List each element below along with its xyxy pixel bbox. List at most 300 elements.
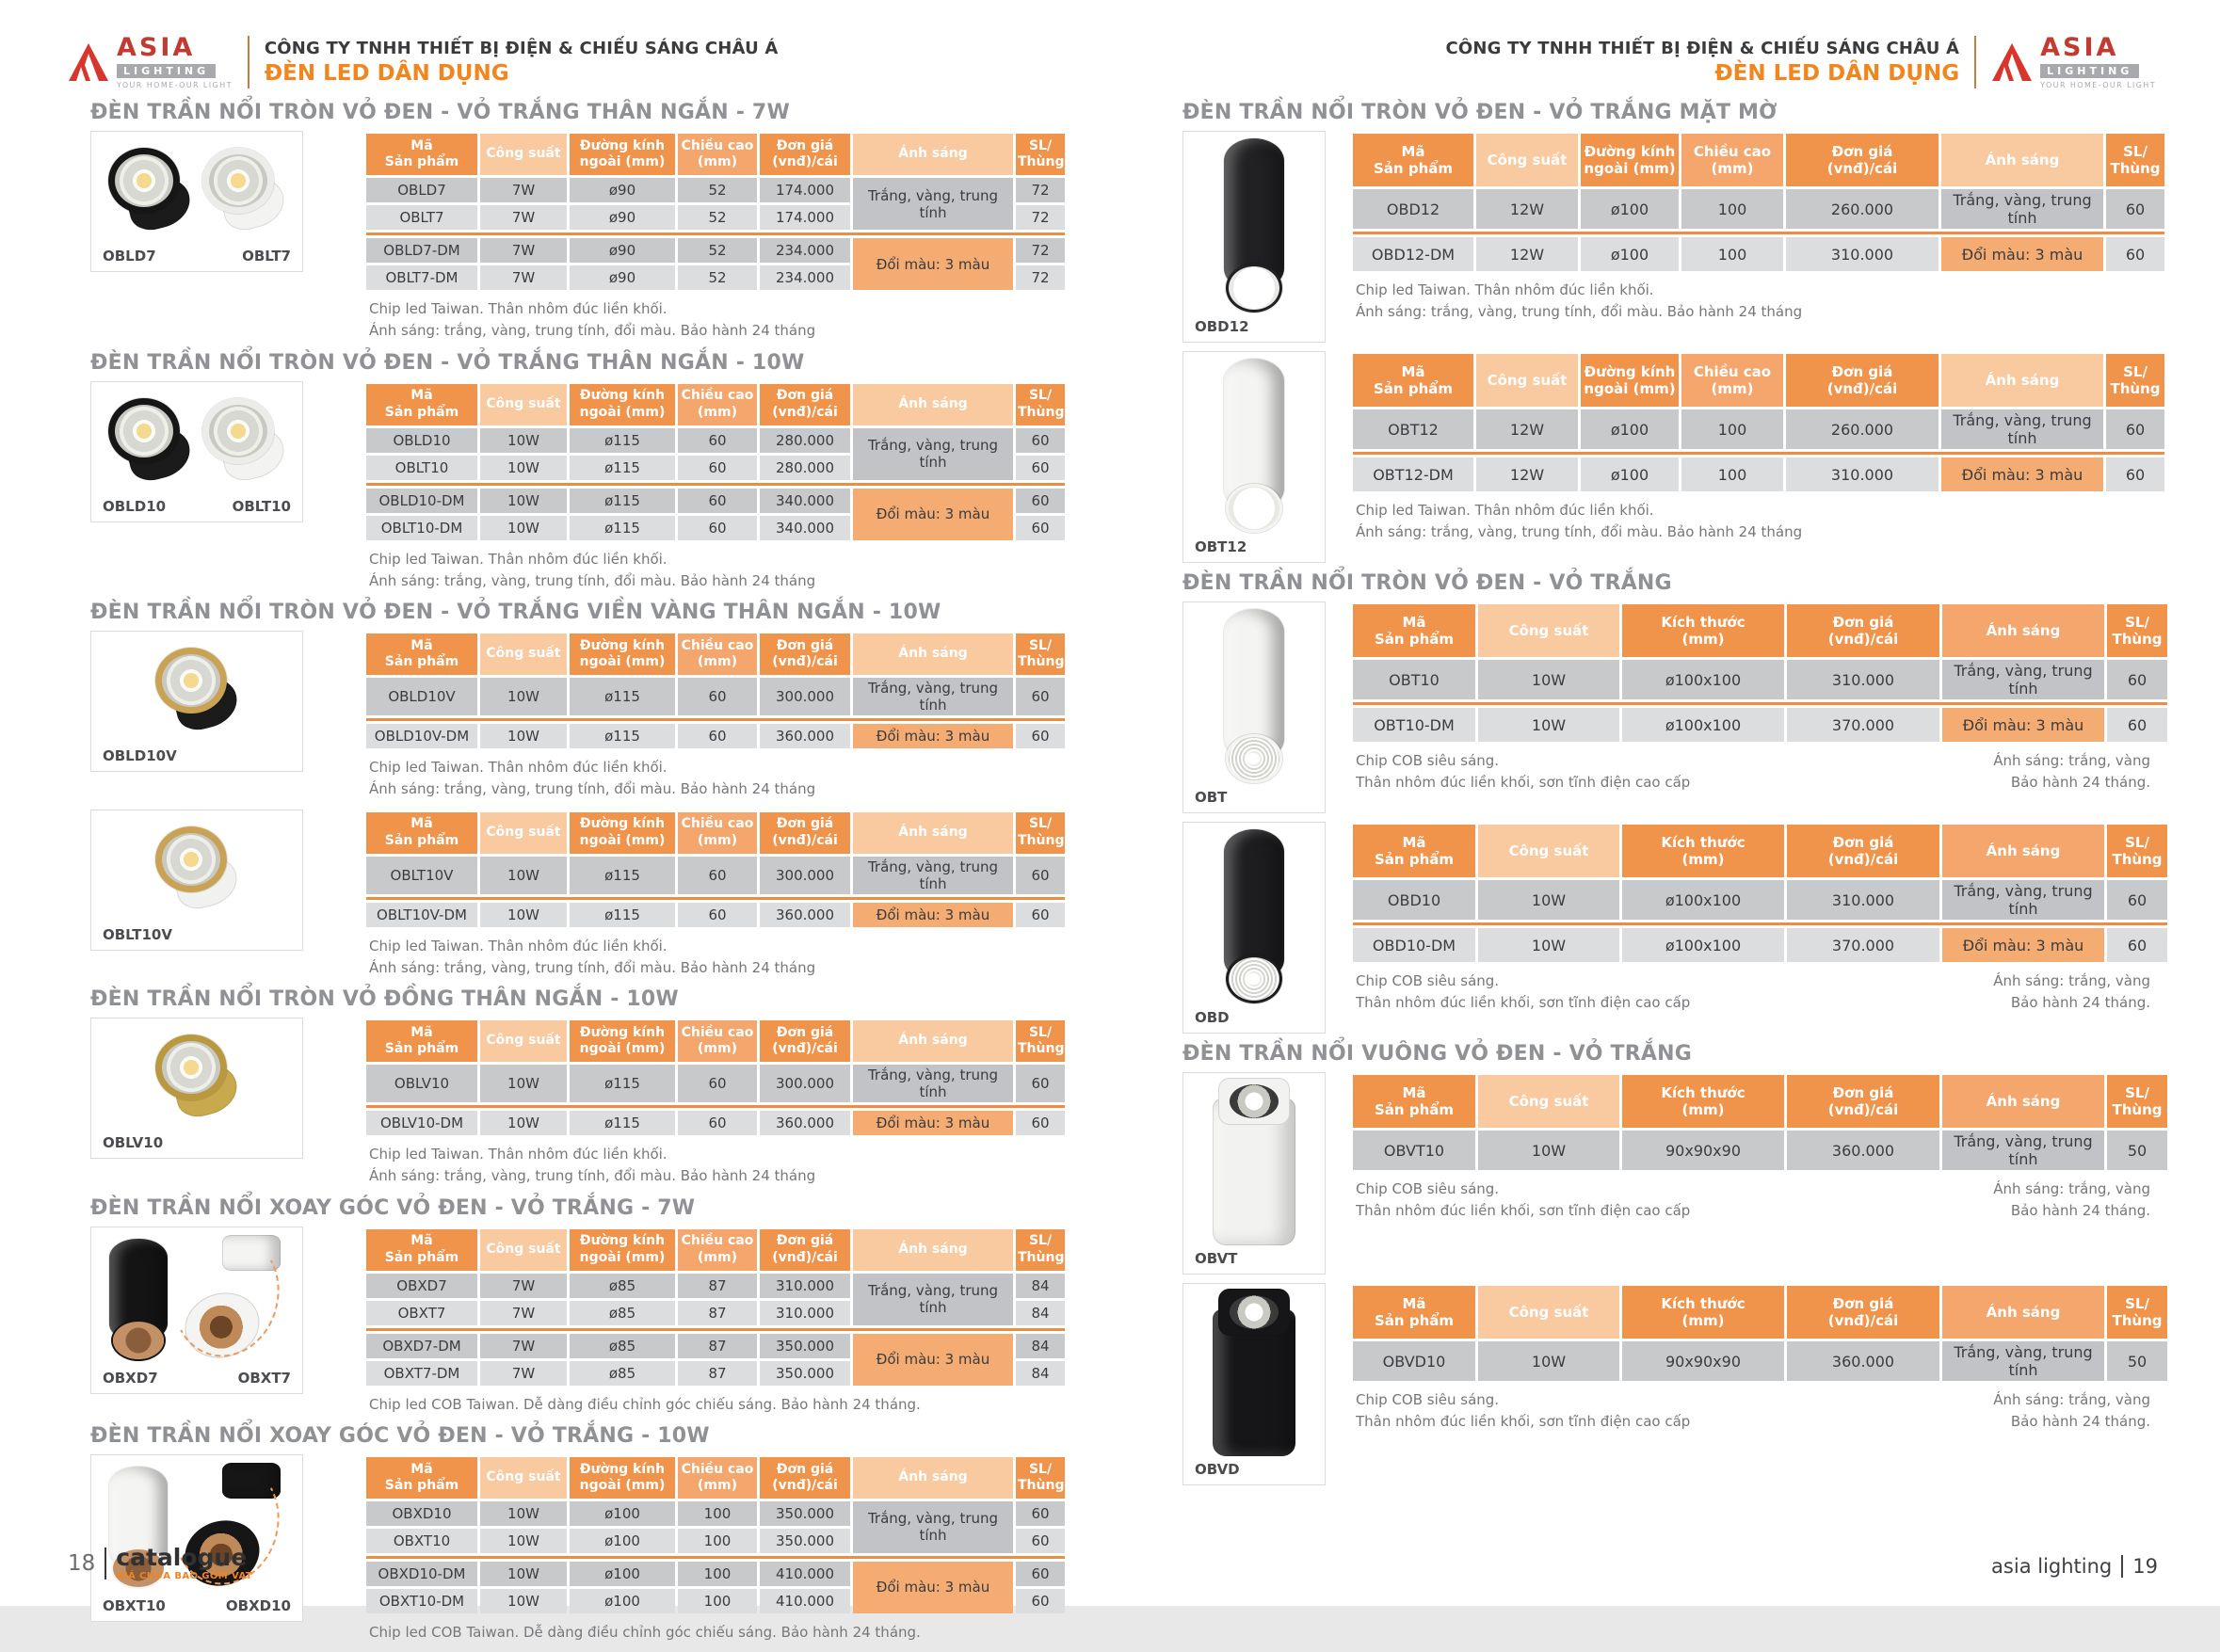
table-cell: 100 (1681, 409, 1783, 449)
product-label: OBLV10 (103, 1134, 164, 1151)
brand-name: ASIA (2040, 33, 2119, 62)
column-header: Kích thước (mm) (1622, 604, 1784, 657)
product-image-box (1182, 131, 1326, 343)
obxt7-product-image (177, 1233, 288, 1365)
column-header: Ánh sáng (1941, 134, 2103, 186)
light-cell: Đổi màu: 3 màu (1941, 237, 2103, 271)
product-code-cell: OBLV10 (366, 1065, 477, 1102)
table-cell: 52 (678, 238, 757, 263)
table-cell: 72 (1016, 265, 1065, 290)
column-header: Kích thước (mm) (1622, 825, 1784, 877)
oblv10-product-image (153, 1035, 240, 1119)
table-cell: 60 (2107, 928, 2167, 962)
column-header: Công suất (480, 634, 567, 675)
product-notes: Chip COB siêu sáng. Thân nhôm đúc liền khối, sơn tĩnh điện cao cấp (1356, 752, 1691, 792)
logo-text (117, 35, 233, 89)
product-code-cell: OBXD10 (366, 1501, 477, 1526)
oblt10-product-image (201, 398, 287, 483)
table-cell: 100 (678, 1501, 757, 1526)
product-labels (103, 1134, 291, 1151)
column-header: Mã Sản phẩm (1353, 1075, 1475, 1128)
brand-tagline: YOUR HOME-OUR LIGHT (2040, 81, 2156, 89)
column-header: SL/ Thùng (1016, 1229, 1065, 1271)
table-cell: 410.000 (760, 1562, 850, 1586)
table-cell: 310.000 (1786, 237, 1938, 271)
section-mat-mo (1182, 101, 2161, 563)
table-cell: 174.000 (760, 178, 850, 202)
product-code-cell: OBT12-DM (1353, 457, 1473, 491)
product-code-cell: OBT10-DM (1353, 708, 1475, 742)
light-cell: Trắng, vàng, trung tính (1942, 660, 2104, 699)
product-image-box (1182, 351, 1326, 563)
table-cell: 310.000 (1786, 457, 1938, 491)
table-cell: 234.000 (760, 238, 850, 263)
column-header: Chiều cao (mm) (678, 812, 757, 854)
column-header: Công suất (1476, 354, 1578, 407)
table-cell: 360.000 (760, 1111, 850, 1135)
table-cell: ø85 (570, 1301, 675, 1325)
product-image-box (1182, 1072, 1326, 1275)
table-cell: 100 (678, 1529, 757, 1553)
table-cell: 60 (1016, 1501, 1065, 1526)
column-header: Mã Sản phẩm (366, 634, 477, 675)
table-cell: ø115 (570, 456, 675, 480)
table-cell: 10W (480, 903, 567, 927)
section-title: ĐÈN TRẦN NỔI TRÒN VỎ ĐEN - VỎ TRẮNG MẶT MỜ (1182, 101, 1778, 124)
column-header: Đơn giá (vnđ)/cái (760, 634, 850, 675)
light-cell: Trắng, vàng, trung tính (853, 678, 1013, 715)
product-code-cell: OBD12 (1353, 189, 1473, 229)
divider-line (1353, 702, 2167, 705)
column-header: Mã Sản phẩm (366, 1457, 477, 1499)
table-cell: 12W (1476, 189, 1578, 229)
table-cell: ø100x100 (1622, 880, 1784, 920)
section-title: ĐÈN TRẦN NỔI XOAY GÓC VỎ ĐEN - VỎ TRẮNG - 7W (90, 1195, 696, 1220)
column-header: Đơn giá (vnđ)/cái (760, 384, 850, 425)
table-cell: 360.000 (760, 903, 850, 927)
table-cell: 12W (1476, 457, 1578, 491)
brand-name: ASIA (117, 33, 196, 62)
obd-product-image (1215, 829, 1294, 1003)
column-header: Đơn giá (vnđ)/cái (760, 1020, 850, 1062)
table-cell: 10W (480, 678, 567, 715)
product-code-cell: OBVT10 (1353, 1131, 1475, 1170)
table-cell: ø85 (570, 1334, 675, 1358)
table-cell: 300.000 (760, 857, 850, 894)
table-cell: 72 (1016, 238, 1065, 263)
column-header: Đường kính ngoài (mm) (570, 634, 675, 675)
company-name: CÔNG TY TNHH THIẾT BỊ ĐIỆN & CHIẾU SÁNG CHÂU Á (264, 39, 779, 58)
product-code-cell: OBT12 (1353, 409, 1473, 449)
column-header: Đơn giá (vnđ)/cái (1787, 604, 1939, 657)
asia-logo-icon (1991, 42, 2033, 82)
column-header: Đơn giá (vnđ)/cái (1787, 1075, 1939, 1128)
product-notes-right: Ánh sáng: trắng, vàng Bảo hành 24 tháng. (1993, 972, 2150, 1012)
table-cell: 10W (1478, 1131, 1619, 1170)
table-cell: ø115 (570, 678, 675, 715)
column-header: Chiều cao (mm) (1681, 134, 1783, 186)
product-code-cell: OBLT7 (366, 205, 477, 230)
section-7w-than-ngan (90, 101, 1065, 343)
divider-line (1353, 922, 2167, 925)
column-header: SL/ Thùng (1016, 384, 1065, 425)
column-header: Công suất (1478, 1286, 1619, 1339)
product-label: OBT12 (1195, 538, 1247, 555)
column-header: Ánh sáng (1941, 354, 2103, 407)
column-header: Công suất (480, 812, 567, 854)
product-label: OBLT10 (232, 497, 291, 515)
catalogue-label: catalogue (116, 1544, 248, 1571)
table-cell: 87 (678, 1301, 757, 1325)
spec-table (363, 1454, 1068, 1616)
table-cell: 360.000 (760, 724, 850, 748)
column-header: SL/ Thùng (1016, 812, 1065, 854)
table-cell: ø115 (570, 724, 675, 748)
product-code-cell: OBLD10-DM (366, 489, 477, 513)
table-cell: ø85 (570, 1361, 675, 1386)
section-title: ĐÈN TRẦN NỔI VUÔNG VỎ ĐEN - VỎ TRẮNG (1182, 1042, 1693, 1066)
section-title: ĐÈN TRẦN NỔI TRÒN VỎ ĐEN - VỎ TRẮNG THÂN NGẮN - 7W (90, 101, 790, 124)
table-cell: 52 (678, 178, 757, 202)
table-cell: ø100 (1581, 189, 1679, 229)
column-header: SL/ Thùng (1016, 1457, 1065, 1499)
table-cell: 90x90x90 (1622, 1131, 1784, 1170)
divider-line (366, 1328, 1065, 1331)
column-header: Đơn giá (vnđ)/cái (1786, 134, 1938, 186)
product-visuals (99, 137, 295, 243)
table-cell: 10W (480, 1562, 567, 1586)
obld10v-product-image (153, 648, 240, 732)
page-number-right: 19 (2132, 1555, 2158, 1578)
product-image-box (90, 1227, 303, 1394)
spec-table (1350, 351, 2167, 494)
category-title: ĐÈN LED DÂN DỤNG (264, 61, 509, 86)
section-10w-than-ngan (90, 350, 1065, 593)
column-header: Chiều cao (mm) (678, 1229, 757, 1271)
column-header: Đường kính ngoài (mm) (570, 1229, 675, 1271)
table-cell: 234.000 (760, 265, 850, 290)
table-cell: 60 (1016, 1589, 1065, 1613)
product-code-cell: OBLT7-DM (366, 265, 477, 290)
table-cell: 100 (678, 1589, 757, 1613)
obt-product-image (1215, 609, 1294, 783)
product-label: OBD (1195, 1009, 1230, 1026)
column-header: Ánh sáng (1942, 1286, 2104, 1339)
column-header: Đơn giá (vnđ)/cái (760, 812, 850, 854)
column-header: Đường kính ngoài (mm) (570, 812, 675, 854)
product-image-box (90, 131, 303, 272)
product-code-cell: OBD10-DM (1353, 928, 1475, 962)
header-text (1445, 39, 1959, 86)
table-cell: 350.000 (760, 1334, 850, 1358)
product-labels (103, 498, 291, 515)
product-visuals (1191, 828, 1317, 1004)
table-cell: ø115 (570, 903, 675, 927)
section-vo-dong-10w (90, 987, 1065, 1188)
column-header: Mã Sản phẩm (1353, 825, 1475, 877)
product-visuals (99, 816, 295, 922)
product-visuals (99, 1233, 295, 1365)
product-code-cell: OBXT7 (366, 1301, 477, 1325)
light-cell: Trắng, vàng, trung tính (853, 428, 1013, 480)
table-cell: 60 (1016, 724, 1065, 748)
oblt7-product-image (201, 148, 287, 233)
product-visuals (1191, 1290, 1317, 1456)
section-title: ĐÈN TRẦN NỔI XOAY GÓC VỎ ĐEN - VỎ TRẮNG - 10W (90, 1423, 710, 1448)
product-notes: Chip led Taiwan. Thân nhôm đúc liền khối. Ánh sáng: trắng, vàng, trung tính, đổi màu. Bảo hành 24 tháng (369, 759, 816, 798)
table-cell: 100 (1681, 457, 1783, 491)
divider-line (366, 1556, 1065, 1559)
table-cell: 87 (678, 1274, 757, 1298)
product-code-cell: OBXT7-DM (366, 1361, 477, 1386)
table-cell: 72 (1016, 205, 1065, 230)
light-cell: Trắng, vàng, trung tính (853, 1501, 1013, 1553)
table-cell: ø100 (1581, 237, 1679, 271)
table-cell: 340.000 (760, 516, 850, 540)
brand-sub: LIGHTING (2040, 64, 2139, 78)
table-cell: 60 (1016, 1529, 1065, 1553)
column-header: Ánh sáng (853, 134, 1013, 175)
table-cell: ø100x100 (1622, 660, 1784, 699)
column-header: Ánh sáng (1942, 604, 2104, 657)
product-labels (1195, 538, 1313, 555)
product-visuals (99, 637, 295, 743)
product-notes: Chip led COB Taiwan. Dễ dàng điều chỉnh góc chiếu sáng. Bảo hành 24 tháng. (369, 1623, 921, 1641)
spec-table (1350, 1283, 2170, 1384)
table-cell: 84 (1016, 1334, 1065, 1358)
table-cell: 100 (1681, 189, 1783, 229)
column-header: SL/ Thùng (2107, 1286, 2167, 1339)
asia-logo-icon (68, 42, 109, 82)
column-header: Ánh sáng (1942, 825, 2104, 877)
product-label: OBLT7 (242, 248, 291, 265)
product-code-cell: OBXD7 (366, 1274, 477, 1298)
table-cell: 7W (480, 1301, 567, 1325)
product-notes: Chip COB siêu sáng. Thân nhôm đúc liền khối, sơn tĩnh điện cao cấp (1356, 1180, 1691, 1220)
table-cell: 10W (480, 456, 567, 480)
product-code-cell: OBXD7-DM (366, 1334, 477, 1358)
light-cell: Đổi màu: 3 màu (1941, 457, 2103, 491)
footer-left (68, 1546, 252, 1581)
product-image-box (1182, 1283, 1326, 1485)
section-title: ĐÈN TRẦN NỔI TRÒN VỎ ĐEN - VỎ TRẮNG THÂN NGẮN - 10W (90, 350, 805, 375)
light-cell: Trắng, vàng, trung tính (1942, 1131, 2104, 1170)
page-number-left: 18 (68, 1551, 96, 1576)
light-cell: Đổi màu: 3 màu (853, 1562, 1013, 1613)
table-cell: ø100 (570, 1562, 675, 1586)
table-cell: 60 (1016, 516, 1065, 540)
spec-table (363, 810, 1068, 930)
table-cell: ø115 (570, 857, 675, 894)
table-cell: ø100x100 (1622, 708, 1784, 742)
light-cell: Trắng, vàng, trung tính (853, 857, 1013, 894)
light-cell: Trắng, vàng, trung tính (1942, 880, 2104, 920)
table-cell: 60 (678, 456, 757, 480)
column-header: Mã Sản phẩm (1353, 354, 1473, 407)
column-header: Đơn giá (vnđ)/cái (760, 134, 850, 175)
product-label: OBXT10 (103, 1596, 166, 1614)
light-cell: Đổi màu: 3 màu (853, 724, 1013, 748)
table-cell: 100 (678, 1562, 757, 1586)
table-cell: ø100 (1581, 409, 1679, 449)
table-cell: 60 (1016, 1111, 1065, 1135)
logo-text (2040, 35, 2156, 89)
table-cell: ø90 (570, 178, 675, 202)
section-title: ĐÈN TRẦN NỔI TRÒN VỎ ĐỒNG THÂN NGẮN - 10W (90, 987, 679, 1011)
column-header: Mã Sản phẩm (366, 812, 477, 854)
product-label: OBXT7 (237, 1369, 291, 1387)
header-divider (248, 36, 249, 88)
table-cell: 174.000 (760, 205, 850, 230)
table-cell: 60 (678, 428, 757, 453)
column-header: Đường kính ngoài (mm) (570, 384, 675, 425)
column-header: Mã Sản phẩm (366, 134, 477, 175)
table-cell: 10W (1478, 1341, 1619, 1381)
table-cell: 310.000 (760, 1274, 850, 1298)
product-code-cell: OBLD7 (366, 178, 477, 202)
column-header: Ánh sáng (853, 812, 1013, 854)
column-header: Công suất (480, 384, 567, 425)
product-notes: Chip COB siêu sáng. Thân nhôm đúc liền khối, sơn tĩnh điện cao cấp (1356, 972, 1691, 1012)
section-title: ĐÈN TRẦN NỔI TRÒN VỎ ĐEN - VỎ TRẮNG VIỀN VÀNG THÂN NGẮN - 10W (90, 601, 941, 624)
product-code-cell: OBXT10 (366, 1529, 477, 1553)
table-cell: 60 (678, 724, 757, 748)
product-code-cell: OBLT10 (366, 456, 477, 480)
column-header: Công suất (1478, 604, 1619, 657)
column-header: Chiều cao (mm) (1681, 354, 1783, 407)
light-cell: Đổi màu: 3 màu (1942, 928, 2104, 962)
table-cell: 84 (1016, 1361, 1065, 1386)
table-cell: 370.000 (1787, 708, 1939, 742)
column-header: SL/ Thùng (1016, 134, 1065, 175)
product-labels (103, 926, 291, 943)
table-cell: 260.000 (1786, 189, 1938, 229)
table-cell: 360.000 (1787, 1341, 1939, 1381)
table-cell: ø115 (570, 516, 675, 540)
table-cell: 60 (2106, 457, 2164, 491)
table-cell: 280.000 (760, 456, 850, 480)
table-cell: 300.000 (760, 1065, 850, 1102)
divider-line (1353, 452, 2164, 455)
light-cell: Đổi màu: 3 màu (853, 1334, 1013, 1386)
product-image-box (90, 810, 303, 951)
obvd-product-image (1209, 1289, 1299, 1458)
product-image-box (1182, 822, 1326, 1034)
product-code-cell: OBLT10V (366, 857, 477, 894)
product-label: OBVT (1195, 1250, 1238, 1267)
product-notes: Chip led COB Taiwan. Dễ dàng điều chỉnh góc chiếu sáng. Bảo hành 24 tháng. (369, 1395, 921, 1413)
column-header: Đường kính ngoài (mm) (570, 1457, 675, 1499)
obvt-product-image (1209, 1078, 1299, 1247)
table-cell: 60 (2106, 189, 2164, 229)
product-code-cell: OBLV10-DM (366, 1111, 477, 1135)
table-cell: 310.000 (760, 1301, 850, 1325)
product-labels (103, 248, 291, 265)
column-header: Chiều cao (mm) (678, 134, 757, 175)
section-tron-vo-den-trang (1182, 571, 2163, 1034)
column-header: SL/ Thùng (2106, 134, 2164, 186)
table-cell: 50 (2107, 1131, 2167, 1170)
column-header: Đơn giá (vnđ)/cái (760, 1229, 850, 1271)
table-cell: 10W (480, 1111, 567, 1135)
obd12-product-image (1215, 138, 1294, 313)
product-image-box (90, 1018, 303, 1159)
spec-table (363, 1018, 1068, 1138)
table-cell: 10W (480, 1501, 567, 1526)
column-header: Đường kính ngoài (mm) (570, 1020, 675, 1062)
product-image-box (90, 1454, 303, 1622)
table-cell: ø90 (570, 205, 675, 230)
table-cell: ø90 (570, 238, 675, 263)
spec-table (1350, 1072, 2170, 1173)
light-cell: Đổi màu: 3 màu (853, 1111, 1013, 1135)
table-cell: 10W (480, 489, 567, 513)
product-image-box (90, 631, 303, 772)
product-code-cell: OBLT10-DM (366, 516, 477, 540)
product-code-cell: OBLD10V-DM (366, 724, 477, 748)
table-cell: 10W (480, 724, 567, 748)
table-cell: 10W (480, 1065, 567, 1102)
header-text (265, 39, 779, 86)
product-labels (1195, 318, 1313, 335)
page-header-right (1182, 32, 2156, 92)
light-cell: Trắng, vàng, trung tính (1942, 1341, 2104, 1381)
table-cell: 90x90x90 (1622, 1341, 1784, 1381)
light-cell: Đổi màu: 3 màu (853, 489, 1013, 540)
product-visuals (1191, 608, 1317, 784)
header-divider (1974, 36, 1976, 88)
column-header: Công suất (480, 1457, 567, 1499)
table-cell: 60 (678, 489, 757, 513)
divider-line (366, 233, 1065, 235)
table-cell: 10W (480, 428, 567, 453)
table-cell: 7W (480, 205, 567, 230)
table-cell: 60 (2107, 708, 2167, 742)
column-header: Mã Sản phẩm (1353, 1286, 1475, 1339)
column-header: Đơn giá (vnđ)/cái (1787, 1286, 1939, 1339)
footer-divider (2121, 1555, 2123, 1578)
product-labels (1195, 1250, 1313, 1267)
product-visuals (99, 388, 295, 493)
column-header: Đường kính ngoài (mm) (570, 134, 675, 175)
column-header: Đơn giá (vnđ)/cái (1786, 354, 1938, 407)
asia-lighting-logo (68, 35, 233, 89)
table-cell: 7W (480, 265, 567, 290)
product-labels (103, 1597, 291, 1614)
product-image-box (90, 381, 303, 522)
product-notes-right: Ánh sáng: trắng, vàng Bảo hành 24 tháng. (1993, 1180, 2150, 1220)
product-notes: Chip led Taiwan. Thân nhôm đúc liền khối. Ánh sáng: trắng, vàng, trung tính, đổi màu. Bảo hành 24 tháng (369, 550, 816, 589)
product-code-cell: OBT10 (1353, 660, 1475, 699)
table-cell: 60 (1016, 489, 1065, 513)
table-cell: 60 (678, 1111, 757, 1135)
table-cell: 7W (480, 1361, 567, 1386)
product-label: OBXD10 (225, 1596, 291, 1614)
table-cell: 60 (1016, 1562, 1065, 1586)
table-cell: 60 (1016, 428, 1065, 453)
product-code-cell: OBD12-DM (1353, 237, 1473, 271)
table-cell: 10W (1478, 928, 1619, 962)
product-label: OBD12 (1195, 318, 1249, 335)
column-header: Đơn giá (vnđ)/cái (1787, 825, 1939, 877)
table-cell: 410.000 (760, 1589, 850, 1613)
column-header: Công suất (1476, 134, 1578, 186)
column-header: Chiều cao (mm) (678, 1457, 757, 1499)
obld7-product-image (106, 148, 193, 233)
table-cell: 87 (678, 1334, 757, 1358)
section-xoay-goc-7w (90, 1195, 1065, 1416)
spec-table (363, 131, 1068, 293)
